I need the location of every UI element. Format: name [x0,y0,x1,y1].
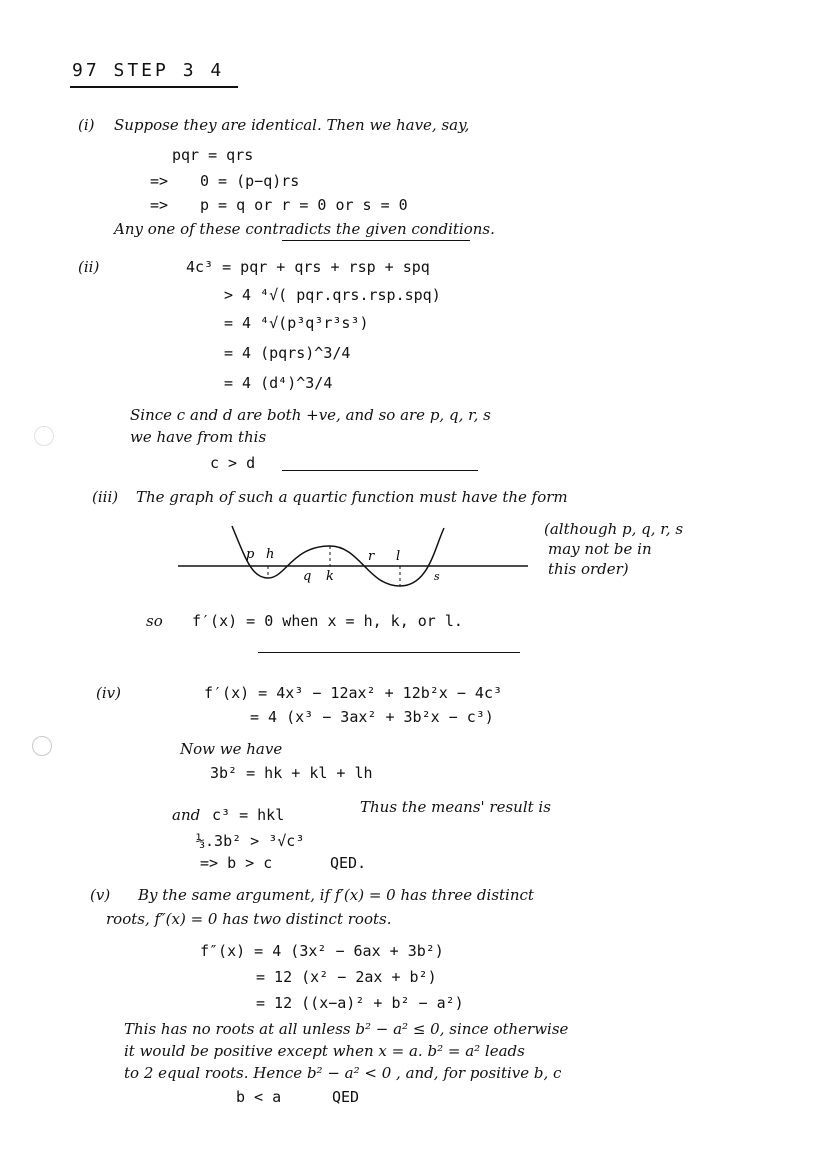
part-ii-line3: = 4 ⁴√(p³q³r³s³) [224,314,369,332]
part-v-para1: This has no roots at all unless b² − a² ≤ 0, since otherwise [124,1020,569,1038]
part-v-line2: roots, f″(x) = 0 has two distinct roots. [106,910,392,928]
part-i-intro: Suppose they are identical. Then we have, say, [114,116,470,134]
part-ii-since2: we have from this [130,428,267,446]
part-v-para3: to 2 equal roots. Hence b² − a² < 0 , and, for positive b, c [124,1064,562,1082]
part-ii-line2: > 4 ⁴√( pqr.qrs.rsp.spq) [224,286,441,304]
part-iv-means: Thus the means' result is [360,798,551,816]
graph-label-q: q [303,569,312,584]
part-iv-now: Now we have [180,740,283,758]
part-iii-label: (iii) [92,488,119,506]
part-v-qed: QED [332,1088,360,1106]
punch-hole-top [34,426,54,446]
part-iii-note1: (although p, q, r, s [544,520,684,538]
part-iv-e4: => b > c [200,854,273,872]
part-ii-line5: = 4 (d⁴)^3/4 [224,374,333,392]
graph-label-r: r [368,549,375,564]
part-iv-label: (iv) [96,684,121,702]
part-i-eq3: p = q or r = 0 or s = 0 [200,196,408,214]
page-title: 97 STEP 3 4 [72,60,225,81]
part-v-eq2: = 12 (x² − 2ax + b²) [256,968,437,986]
part-ii-label: (ii) [78,258,100,276]
graph-label-s: s [434,570,440,583]
part-ii-result: c > d [210,454,256,472]
punch-hole-bottom [32,736,52,756]
part-iv-line2: = 4 (x³ − 3ax² + 3b²x − c³) [250,708,494,726]
part-v-final: b < a [236,1088,282,1106]
part-ii-line4: = 4 (pqrs)^3/4 [224,344,351,362]
part-iii-so: so [146,612,163,630]
part-iii-rule [258,652,520,653]
part-iv-line1: f′(x) = 4x³ − 12ax² + 12b²x − 4c³ [204,684,503,702]
part-i-eq1: pqr = qrs [172,146,254,164]
part-v-eq3: = 12 ((x−a)² + b² − a²) [256,994,464,1012]
part-iv-e3: ⅓.3b² > ³√c³ [196,832,305,850]
quartic-graph [0,520,828,590]
title-underline [70,86,238,88]
part-v-label: (v) [90,886,111,904]
part-iii-note2: may not be in [548,540,652,558]
graph-label-l: l [396,549,401,564]
part-i-arrow2: => [150,172,169,190]
part-i-arrow3: => [150,196,169,214]
part-iii-note3: this order) [548,560,629,578]
part-v-eq1: f″(x) = 4 (3x² − 6ax + 3b²) [200,942,444,960]
part-v-line1: By the same argument, if f′(x) = 0 has three distinct [138,886,534,904]
part-iii-condition: f′(x) = 0 when x = h, k, or l. [192,612,463,630]
part-i-eq2: 0 = (p−q)rs [200,172,300,190]
part-iv-e1: 3b² = hk + kl + lh [210,764,373,782]
part-ii-line1: 4c³ = pqr + qrs + rsp + spq [186,258,430,276]
part-v-para2: it would be positive except when x = a. b² = a² leads [124,1042,525,1060]
part-iv-and: and [172,806,201,824]
part-iii-intro: The graph of such a quartic function must have the form [136,488,568,506]
part-ii-since1: Since c and d are both +ve, and so are p, q, r, s [130,406,491,424]
part-iv-qed: QED. [330,854,367,872]
part-ii-rule [282,470,478,471]
quartic-curve [232,526,444,586]
part-i-conclusion: Any one of these contradicts the given conditions. [114,220,495,238]
graph-label-k: k [326,569,334,584]
part-i-label: (i) [78,116,95,134]
graph-label-p: p [246,547,255,562]
part-i-underline [282,240,470,241]
part-iv-e2: c³ = hkl [212,806,285,824]
graph-label-h: h [266,547,275,562]
